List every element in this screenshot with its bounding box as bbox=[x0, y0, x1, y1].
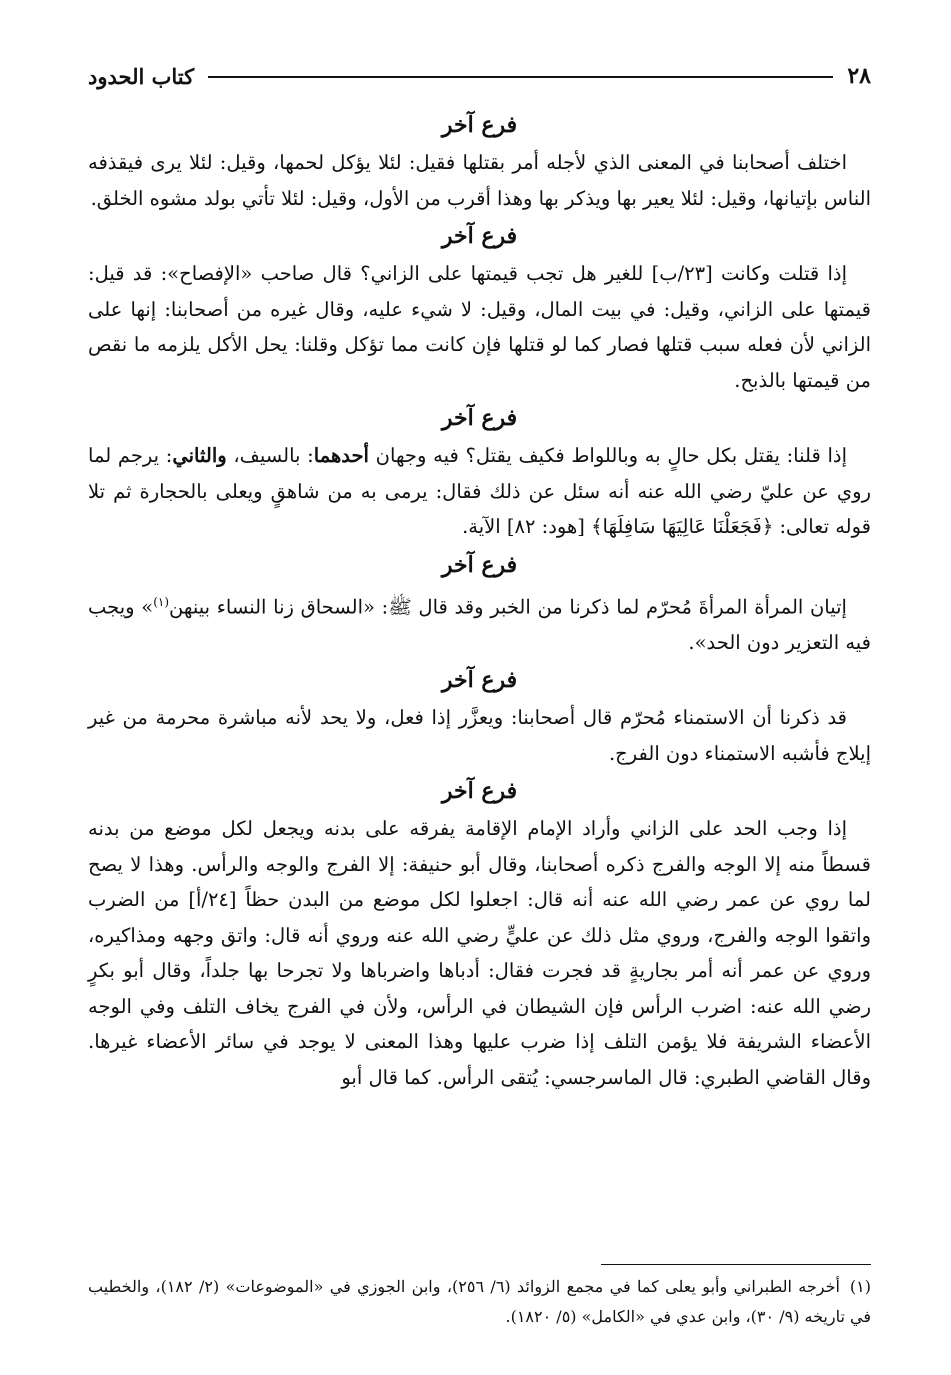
paragraph-text: » ويجب فيه التعزير دون الحد». bbox=[88, 595, 871, 654]
header-rule bbox=[208, 76, 833, 78]
paragraph-text: : يرجم لما روي عن عليّ رضي الله عنه أنه سئل عن ذلك فقال: يرمى به من شاهقٍ ويعلى بالحجارة ثم تلا قوله تعالى: ﴿فَجَعَلْنَا عَالِيَهَا سَافِلَهَا﴾ [هود: ٨٢] الآية. bbox=[88, 444, 871, 538]
section-heading: فرع آخر bbox=[441, 405, 518, 431]
section-heading: فرع آخر bbox=[441, 551, 518, 578]
section-paragraph bbox=[88, 585, 871, 661]
book-title: كتاب الحدود bbox=[88, 63, 195, 89]
section-paragraph bbox=[88, 438, 871, 545]
section-paragraph: إذا وجب الحد على الزاني وأراد الإمام الإقامة يفرقه على بدنه ويجعل لكل موضع من بدنه قسطاً منه إلا الوجه والفرج ذكره أصحابنا، وقال أبو حنيفة: إلا الفرج والوجه والرأس. وهذا لا يصح لما روي عن عمر رضي الله عنه أنه قال: اجعلوا لكل موضع من البدن حظاً [٢٤/أ] من الضرب واتقوا الوجه والفرج، وروي مثل ذلك عن عليٍّ رضي الله عنه وروي أنه قال: واتق وجهه ومذاكيره، وروي عن عمر أنه أمر بجاريةٍ قد فجرت فقال: أدباها واضرباها ولا تجرحا بها جلداً، وقال أبو بكرٍ رضي الله عنه: اضرب الرأس فإن الشيطان في الرأس، ولأن في الفرج يخاف التلف وفي الوجه الأعضاء الشريفة فلا يؤمن التلف إذا ضرب عليها وهذا المعنى لا يوجد في سائر الأعضاء غيرها. وقال القاضي الطبري: قال الماسرجسي: يُتقى الرأس. كما قال أبو bbox=[88, 817, 871, 1089]
section-paragraph: اختلف أصحابنا في المعنى الذي لأجله أمر بقتلها فقيل: لئلا يؤكل لحمها، وقيل: لئلا يرى فيقذفه الناس بإتيانها، وقيل: لئلا يعير بها ويذكر بها وهذا أقرب من الأول، وقيل: لئلا تأتي بولد مشوه الخلق. bbox=[88, 151, 871, 210]
section-heading: فرع آخر bbox=[441, 112, 518, 138]
footnote-text: أخرجه الطبراني وأبو يعلى كما في مجمع الزوائد (٦/ ٢٥٦)، وابن الجوزي في «الموضوعات» (٢/ ١٨٢)، والخطيب في تاريخه (٩/ ٣٠)، وابن عدي في «الكامل» (٥/ ١٨٢٠). bbox=[88, 1277, 871, 1326]
page-number: ٢٨ bbox=[847, 63, 871, 89]
footnote bbox=[88, 1272, 871, 1332]
bold-term-second: والثاني bbox=[172, 444, 227, 467]
section-paragraph: إذا قتلت وكانت [٢٣/ب] للغير هل تجب قيمتها على الزاني؟ قال صاحب «الإفصاح»: قد قيل: قيمتها على الزاني، وقيل: في بيت المال، وقيل: لا شيء عليه، وقال غيره من أصحابنا: إنها على الزاني لأن فعله سبب قتلها فصار كما لو قتلها فإن كانت مما تؤكل وقلنا: يحل الأكل يلزمه ما نقص من قيمتها بالذبح. bbox=[88, 262, 871, 392]
section-heading: فرع آخر bbox=[441, 667, 518, 693]
running-header bbox=[88, 58, 871, 94]
section-heading: فرع آخر bbox=[441, 223, 518, 249]
paragraph-text: إتيان المرأة المرأةَ مُحرّم لما ذكرنا من الخبر وقد قال ﷺ: «السحاق زنا النساء بينهن bbox=[169, 595, 847, 618]
section-paragraph: قد ذكرنا أن الاستمناء مُحرّم قال أصحابنا: ويعزَّر إذا فعل، ولا يحد لأنه مباشرة محرمة من غير إيلاج فأشبه الاستمناء دون الفرج. bbox=[88, 706, 871, 765]
footnote-rule bbox=[601, 1264, 871, 1265]
page-body bbox=[88, 105, 871, 1095]
bold-term-first: أحدهما bbox=[313, 444, 369, 467]
footnote-reference[interactable]: (١) bbox=[153, 594, 170, 609]
paragraph-text: : بالسيف، bbox=[226, 444, 314, 467]
section-heading: فرع آخر bbox=[441, 778, 518, 804]
paragraph-text: إذا قلنا: يقتل بكل حالٍ به وباللواط فكيف يقتل؟ فيه وجهان bbox=[368, 444, 847, 467]
footnote-marker: (١) bbox=[849, 1277, 872, 1296]
